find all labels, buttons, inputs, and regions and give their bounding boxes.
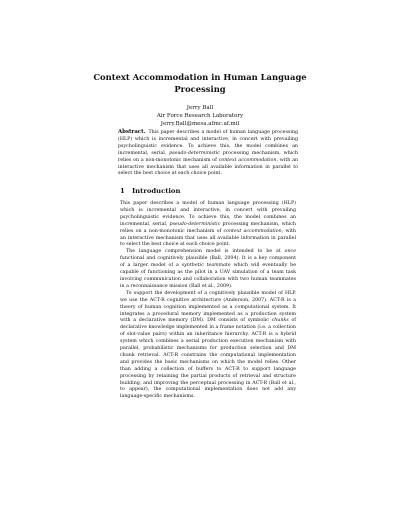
body-text: To support the development of a cognitively plausible model of HLP, we use the ACT-R cognitive architecture (Anderson, 2007). ACT-R is a theory of human cognition implemented as a computational system. It integrates a procedural memory implemented as a production system with a declarative memory (DM). DM consists of symbolic xyxy=(120,290,296,324)
body-term: synthetic teammate xyxy=(181,263,231,269)
abstract-text: processing mechanism, which relies on a non-monotonic mechanism of xyxy=(118,150,298,163)
abstract-term: pseudo-deterministic xyxy=(169,150,220,156)
body-text: The language comprehension model is intended to be at xyxy=(126,249,285,255)
body-text: functional and cognitively plausible (Ball, 2004). It is a key component of a larger model of a xyxy=(120,256,296,269)
body-paragraph xyxy=(120,249,296,290)
abstract xyxy=(118,129,298,178)
author-name: Jerry Ball xyxy=(186,105,214,111)
body-term: once xyxy=(284,249,296,255)
abstract-heading: Abstract. xyxy=(118,129,146,135)
body-paragraph xyxy=(120,291,296,402)
paper-title: Context Accommodation in Human Language Processing xyxy=(93,72,307,94)
body-text: which will eventually be capable of functioning as the pilot in a UAV simulation of a team task involving communication and collaboration with two human teammates in a reconnaissance mission (Ball et al., 2009). xyxy=(120,263,296,289)
abstract-text: This paper describes a model of human language processing (HLP) which is incremental and interactive, in concert with prevailing psycholinguistic evidence. To achieve this, the model combines an incremental, serial, xyxy=(118,130,298,156)
body-term: context accommodation xyxy=(223,228,282,234)
body-text: , with an interactive mechanism that uses all available information in parallel to select the best choice at each choice point. xyxy=(120,228,296,248)
section-title: Introduction xyxy=(132,187,181,195)
body-text: of declarative knowledge implemented in a frame notation (i.e. a collection of slot-value pairs) within an inheritance hierarchy. ACT-R is a hybrid system which combines a serial production execution mechanism with parallel, probabilistic mechanisms for production selection and DM chunk retrieval. ACT-R constrains the computational implementation and provides the basic mechanisms on which the model relies. Other than adding a collection of buffers to ACT-R to support language processing by retaining the partial products of retrieval and structure building, and improving the perceptual processing in ACT-R (Ball et al., to appear), the computational implementation does not add any language-specific mechanisms. xyxy=(120,318,296,400)
author-block xyxy=(100,104,300,128)
author-affiliation: Air Force Research Laboratory xyxy=(156,113,244,119)
body-paragraph xyxy=(120,201,296,249)
body-text: processing mechanism, which relies on a non-monotonic mechanism of xyxy=(120,221,296,234)
abstract-term: context accommodation xyxy=(218,157,277,163)
section-body xyxy=(120,201,296,401)
body-text: This paper describes a model of human language processing (HLP) which is incremental and interactive, in concert with prevailing psycholinguistic evidence. To achieve this, the model combines an incremental, serial, xyxy=(120,201,296,227)
body-term: pseudo-deterministic xyxy=(169,221,221,227)
body-term: chunks xyxy=(271,318,289,324)
section-heading xyxy=(120,187,180,195)
section-number: 1 xyxy=(120,187,125,195)
abstract-text: , with an interactive mechanism that uses all available information in parallel to select the best choice at each choice point. xyxy=(118,157,299,177)
author-email: Jerry.Ball@mesa.afmc.af.mil xyxy=(160,121,240,127)
